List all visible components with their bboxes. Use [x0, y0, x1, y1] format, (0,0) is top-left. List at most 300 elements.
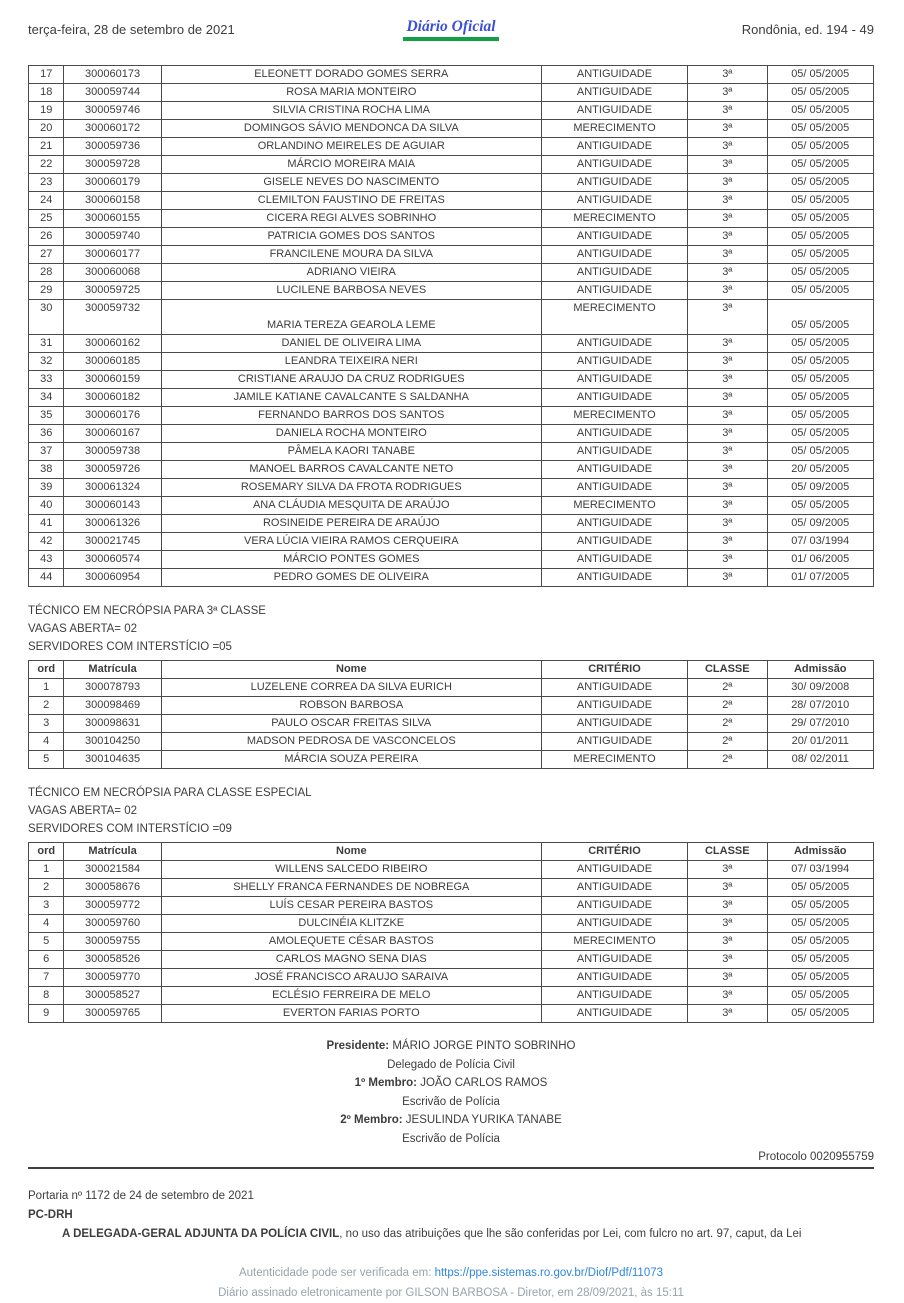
portaria-title: Portaria nº 1172 de 24 de setembro de 2021	[28, 1190, 254, 1202]
col-header-classe: CLASSE	[688, 661, 767, 679]
table-row	[29, 84, 874, 102]
authenticity-line	[28, 1263, 874, 1283]
cell: 37	[29, 443, 64, 461]
cell: MÁRCIA SOUZA PEREIRA	[161, 751, 541, 769]
cell: 300060173	[64, 66, 161, 84]
cell: 300059738	[64, 443, 161, 461]
header-edition: Rondônia, ed. 194 - 49	[741, 22, 874, 37]
cell: ROSINEIDE PEREIRA DE ARAÚJO	[161, 515, 541, 533]
cell: 3ª	[688, 425, 767, 443]
cell: ANTIGUIDADE	[541, 425, 687, 443]
signature-line-cargo	[28, 1093, 874, 1112]
cell: 300059732	[64, 300, 161, 335]
section-vagas: VAGAS ABERTA= 02	[28, 623, 137, 635]
cell: 42	[29, 533, 64, 551]
cell: 300098469	[64, 697, 161, 715]
cell: 6	[29, 951, 64, 969]
table-row	[29, 282, 874, 300]
cell: 2	[29, 697, 64, 715]
cell: 300060182	[64, 389, 161, 407]
table-row	[29, 533, 874, 551]
cell: 3ª	[688, 138, 767, 156]
cell: ANTIGUIDADE	[541, 389, 687, 407]
cell: 40	[29, 497, 64, 515]
cell: 25	[29, 210, 64, 228]
cell: MERECIMENTO	[541, 120, 687, 138]
table-header-row	[29, 661, 874, 679]
gazette-logo	[403, 18, 498, 35]
cell: SHELLY FRANCA FERNANDES DE NOBREGA	[161, 879, 541, 897]
table-row	[29, 138, 874, 156]
signed-line: Diário assinado eletronicamente por GILSON BARBOSA - Diretor, em 28/09/2021, às 15:11	[218, 1287, 684, 1299]
cell: 3ª	[688, 335, 767, 353]
cell: ANTIGUIDADE	[541, 138, 687, 156]
table-row	[29, 300, 874, 335]
portaria-section	[28, 1190, 874, 1240]
cell: 05/ 05/2005	[767, 425, 874, 443]
cell: 300060179	[64, 174, 161, 192]
cell: SILVIA CRISTINA ROCHA LIMA	[161, 102, 541, 120]
cell: 19	[29, 102, 64, 120]
cell: 300059736	[64, 138, 161, 156]
cell: DANIELA ROCHA MONTEIRO	[161, 425, 541, 443]
cell: 300060158	[64, 192, 161, 210]
signature-title: Delegado de Polícia Civil	[387, 1058, 515, 1071]
table-row	[29, 551, 874, 569]
table-row	[29, 733, 874, 751]
cell: 3ª	[688, 371, 767, 389]
cell: 300060574	[64, 551, 161, 569]
cell: 5	[29, 751, 64, 769]
cell: 26	[29, 228, 64, 246]
table-row	[29, 192, 874, 210]
cell: 05/ 05/2005	[767, 300, 874, 335]
table-row	[29, 697, 874, 715]
cell: 29	[29, 282, 64, 300]
cell: 3ª	[688, 228, 767, 246]
cell: 3ª	[688, 353, 767, 371]
cell: 300098631	[64, 715, 161, 733]
section-intersticio: SERVIDORES COM INTERSTÍCIO =09	[28, 823, 232, 835]
cell: 3ª	[688, 897, 767, 915]
cell: 5	[29, 933, 64, 951]
cell: EVERTON FARIAS PORTO	[161, 1005, 541, 1023]
cell: 3ª	[688, 1005, 767, 1023]
cell: ROSA MARIA MONTEIRO	[161, 84, 541, 102]
cell: 43	[29, 551, 64, 569]
cell: MERECIMENTO	[541, 751, 687, 769]
table-header-row	[29, 843, 874, 861]
cell: ROBSON BARBOSA	[161, 697, 541, 715]
table-row	[29, 371, 874, 389]
cell: MERECIMENTO	[541, 300, 687, 335]
cell: ANTIGUIDADE	[541, 1005, 687, 1023]
cell: LUÍS CESAR PEREIRA BASTOS	[161, 897, 541, 915]
cell: DOMINGOS SÁVIO MENDONCA DA SILVA	[161, 120, 541, 138]
cell: 300061324	[64, 479, 161, 497]
roster-table	[28, 65, 874, 587]
table-row	[29, 335, 874, 353]
cell: ANTIGUIDADE	[541, 951, 687, 969]
authenticity-link[interactable]: https://ppe.sistemas.ro.gov.br/Diof/Pdf/11073	[434, 1267, 664, 1279]
cell: 300060176	[64, 407, 161, 425]
cell: 3ª	[688, 264, 767, 282]
cell: CRISTIANE ARAUJO DA CRUZ RODRIGUES	[161, 371, 541, 389]
cell: 3ª	[688, 156, 767, 174]
cell: 08/ 02/2011	[767, 751, 874, 769]
cell: 300059728	[64, 156, 161, 174]
cell: 05/ 05/2005	[767, 897, 874, 915]
section-especial-heading	[28, 784, 874, 838]
cell: 28/ 07/2010	[767, 697, 874, 715]
table-row	[29, 751, 874, 769]
cell: DANIEL DE OLIVEIRA LIMA	[161, 335, 541, 353]
cell: 300104250	[64, 733, 161, 751]
table-row	[29, 897, 874, 915]
special-table	[28, 842, 874, 1023]
cell: 8	[29, 987, 64, 1005]
cell: 300060068	[64, 264, 161, 282]
cell: VERA LÚCIA VIEIRA RAMOS CERQUEIRA	[161, 533, 541, 551]
cell: FRANCILENE MOURA DA SILVA	[161, 246, 541, 264]
cell: 3ª	[688, 879, 767, 897]
cell: ANTIGUIDADE	[541, 987, 687, 1005]
table-row	[29, 569, 874, 587]
cell: WILLENS SALCEDO RIBEIRO	[161, 861, 541, 879]
portaria-body	[28, 1228, 874, 1240]
cell: ANTIGUIDADE	[541, 246, 687, 264]
cell: 05/ 05/2005	[767, 264, 874, 282]
cell: 20/ 05/2005	[767, 461, 874, 479]
cell: JAMILE KATIANE CAVALCANTE S SALDANHA	[161, 389, 541, 407]
cell: 3ª	[688, 861, 767, 879]
col-header-admissao: Admissão	[767, 843, 874, 861]
cell: 300060167	[64, 425, 161, 443]
cell: 1	[29, 679, 64, 697]
cell: 300059770	[64, 969, 161, 987]
cell: 300021745	[64, 533, 161, 551]
cell: ELEONETT DORADO GOMES SERRA	[161, 66, 541, 84]
cell: 3	[29, 897, 64, 915]
cell: 2ª	[688, 715, 767, 733]
cell: 3ª	[688, 282, 767, 300]
cell: MERECIMENTO	[541, 407, 687, 425]
cell: ANTIGUIDADE	[541, 879, 687, 897]
table-row	[29, 407, 874, 425]
cell: 34	[29, 389, 64, 407]
table-row	[29, 679, 874, 697]
signature-line-membro2	[28, 1111, 874, 1130]
cell: 05/ 09/2005	[767, 479, 874, 497]
cell: 24	[29, 192, 64, 210]
table-row	[29, 389, 874, 407]
cell: 07/ 03/1994	[767, 533, 874, 551]
cell: 300060143	[64, 497, 161, 515]
cell: CICERA REGI ALVES SOBRINHO	[161, 210, 541, 228]
cell: ANTIGUIDADE	[541, 679, 687, 697]
cell: 2ª	[688, 679, 767, 697]
table-row	[29, 497, 874, 515]
cell: ANTIGUIDADE	[541, 461, 687, 479]
cell: MERECIMENTO	[541, 497, 687, 515]
cell: ECLÉSIO FERREIRA DE MELO	[161, 987, 541, 1005]
cell: LUCILENE BARBOSA NEVES	[161, 282, 541, 300]
cell: 05/ 05/2005	[767, 102, 874, 120]
cell: 300059740	[64, 228, 161, 246]
cell: 3ª	[688, 102, 767, 120]
cell: 3ª	[688, 497, 767, 515]
authenticity-label: Autenticidade pode ser verificada em:	[238, 1267, 435, 1279]
table-row	[29, 156, 874, 174]
table-row	[29, 228, 874, 246]
col-header-nome: Nome	[161, 843, 541, 861]
cell: 3ª	[688, 443, 767, 461]
cell: ANTIGUIDADE	[541, 915, 687, 933]
signature-role-label: Presidente:	[326, 1040, 390, 1052]
cell: 3ª	[688, 300, 767, 335]
table-row	[29, 951, 874, 969]
cell: 05/ 05/2005	[767, 156, 874, 174]
cell: 300059760	[64, 915, 161, 933]
cell: MÁRCIO PONTES GOMES	[161, 551, 541, 569]
col-header-ord: ord	[29, 843, 64, 861]
cell: 05/ 05/2005	[767, 192, 874, 210]
table-row	[29, 120, 874, 138]
cell: ANTIGUIDADE	[541, 192, 687, 210]
table-row	[29, 879, 874, 897]
cell: 3ª	[688, 120, 767, 138]
cell: 3ª	[688, 210, 767, 228]
cell: 27	[29, 246, 64, 264]
table-row	[29, 246, 874, 264]
col-header-criterio: CRITÉRIO	[541, 843, 687, 861]
section-vagas: VAGAS ABERTA= 02	[28, 805, 137, 817]
section-title: TÉCNICO EM NECRÓPSIA PARA CLASSE ESPECIAL	[28, 787, 312, 799]
cell: ANTIGUIDADE	[541, 897, 687, 915]
cell: 300060155	[64, 210, 161, 228]
cell: 05/ 05/2005	[767, 84, 874, 102]
table-row	[29, 443, 874, 461]
table-row	[29, 479, 874, 497]
col-header-nome: Nome	[161, 661, 541, 679]
table-row	[29, 174, 874, 192]
cell: 18	[29, 84, 64, 102]
cell: 23	[29, 174, 64, 192]
cell: ANTIGUIDADE	[541, 551, 687, 569]
cell: 3ª	[688, 915, 767, 933]
cell: 05/ 05/2005	[767, 66, 874, 84]
separator-line	[28, 1167, 874, 1169]
cell: ANTIGUIDADE	[541, 353, 687, 371]
cell: 3ª	[688, 951, 767, 969]
cell: FERNANDO BARROS DOS SANTOS	[161, 407, 541, 425]
cell: MERECIMENTO	[541, 933, 687, 951]
cell: 300104635	[64, 751, 161, 769]
portaria-body-text: , no uso das atribuições que lhe são conferidas por Lei, com fulcro no art. 97, caput, da Lei	[339, 1228, 802, 1240]
cell: 17	[29, 66, 64, 84]
signature-line-presidente	[28, 1037, 874, 1056]
page-footer	[28, 1263, 874, 1303]
cell: 05/ 05/2005	[767, 407, 874, 425]
cell: ANTIGUIDADE	[541, 969, 687, 987]
cell: 300060177	[64, 246, 161, 264]
table-row	[29, 861, 874, 879]
cell: 44	[29, 569, 64, 587]
cell: GISELE NEVES DO NASCIMENTO	[161, 174, 541, 192]
section-intersticio: SERVIDORES COM INTERSTÍCIO =05	[28, 641, 232, 653]
cell: 3ª	[688, 987, 767, 1005]
cell: AMOLEQUETE CÉSAR BASTOS	[161, 933, 541, 951]
cell: 300021584	[64, 861, 161, 879]
table-row	[29, 102, 874, 120]
cell: CLEMILTON FAUSTINO DE FREITAS	[161, 192, 541, 210]
cell: ANTIGUIDADE	[541, 569, 687, 587]
cell: 3ª	[688, 933, 767, 951]
table-row	[29, 515, 874, 533]
cell: 3ª	[688, 461, 767, 479]
table-row	[29, 210, 874, 228]
signature-role-label: 1º Membro:	[354, 1077, 417, 1089]
cell: 01/ 07/2005	[767, 569, 874, 587]
cell: 300060954	[64, 569, 161, 587]
col-header-classe: CLASSE	[688, 843, 767, 861]
cell: ANTIGUIDADE	[541, 102, 687, 120]
cell: 20	[29, 120, 64, 138]
cell: ANTIGUIDADE	[541, 264, 687, 282]
cell: 36	[29, 425, 64, 443]
cell: ANTIGUIDADE	[541, 228, 687, 246]
cell: MANOEL BARROS CAVALCANTE NETO	[161, 461, 541, 479]
cell: 05/ 05/2005	[767, 879, 874, 897]
cell: 41	[29, 515, 64, 533]
cell: 3ª	[688, 389, 767, 407]
roster-table-body	[29, 66, 874, 587]
cell: 38	[29, 461, 64, 479]
cell: ANTIGUIDADE	[541, 697, 687, 715]
cell: MÁRCIO MOREIRA MAIA	[161, 156, 541, 174]
cell: 05/ 05/2005	[767, 497, 874, 515]
cell: 300059772	[64, 897, 161, 915]
cell: JOSÉ FRANCISCO ARAUJO SARAIVA	[161, 969, 541, 987]
cell: 3ª	[688, 533, 767, 551]
cell: 05/ 05/2005	[767, 353, 874, 371]
cell: 05/ 09/2005	[767, 515, 874, 533]
cell: 3ª	[688, 969, 767, 987]
signature-role-label: 2º Membro:	[340, 1114, 403, 1126]
table-row	[29, 353, 874, 371]
signature-name: MÁRIO JORGE PINTO SOBRINHO	[389, 1040, 576, 1052]
signature-title: Escrivão de Polícia	[402, 1132, 500, 1145]
cell: 05/ 05/2005	[767, 371, 874, 389]
cell: 22	[29, 156, 64, 174]
cell: 2ª	[688, 733, 767, 751]
cell: 9	[29, 1005, 64, 1023]
cell: ANTIGUIDADE	[541, 156, 687, 174]
signature-title: Escrivão de Polícia	[402, 1095, 500, 1108]
cell: PÂMELA KAORI TANABE	[161, 443, 541, 461]
cell: 300059744	[64, 84, 161, 102]
cell: 3ª	[688, 569, 767, 587]
cell: 05/ 05/2005	[767, 246, 874, 264]
cell: 300059726	[64, 461, 161, 479]
cell: 1	[29, 861, 64, 879]
cell: ANTIGUIDADE	[541, 66, 687, 84]
signature-name: JOÃO CARLOS RAMOS	[417, 1077, 548, 1089]
cell: 300060185	[64, 353, 161, 371]
cell: 2ª	[688, 751, 767, 769]
cell: 300060162	[64, 335, 161, 353]
cell: 05/ 05/2005	[767, 282, 874, 300]
cell: 4	[29, 733, 64, 751]
cell: CARLOS MAGNO SENA DIAS	[161, 951, 541, 969]
cell: 05/ 05/2005	[767, 987, 874, 1005]
cell: 3ª	[688, 174, 767, 192]
cell: 300059755	[64, 933, 161, 951]
cell: 30/ 09/2008	[767, 679, 874, 697]
page-header	[28, 18, 874, 50]
table-row	[29, 264, 874, 282]
section-class3-heading	[28, 602, 874, 656]
cell: 05/ 05/2005	[767, 174, 874, 192]
cell: 05/ 05/2005	[767, 389, 874, 407]
cell: 2	[29, 879, 64, 897]
cell: MERECIMENTO	[541, 210, 687, 228]
cell: DULCINÉIA KLITZKE	[161, 915, 541, 933]
class3-table	[28, 660, 874, 769]
table-row	[29, 933, 874, 951]
cell: 3ª	[688, 84, 767, 102]
signature-line-cargo	[28, 1056, 874, 1075]
cell: ANTIGUIDADE	[541, 733, 687, 751]
section-title: TÉCNICO EM NECRÓPSIA PARA 3ª CLASSE	[28, 605, 266, 617]
cell: ANTIGUIDADE	[541, 443, 687, 461]
cell: 3ª	[688, 246, 767, 264]
cell: 05/ 05/2005	[767, 228, 874, 246]
cell: 21	[29, 138, 64, 156]
class3-table-body	[29, 679, 874, 769]
cell: 32	[29, 353, 64, 371]
col-header-matricula: Matrícula	[64, 843, 161, 861]
col-header-matricula: Matrícula	[64, 661, 161, 679]
cell: ROSEMARY SILVA DA FROTA RODRIGUES	[161, 479, 541, 497]
cell: 300058676	[64, 879, 161, 897]
cell: 35	[29, 407, 64, 425]
cell: 28	[29, 264, 64, 282]
cell: 05/ 05/2005	[767, 138, 874, 156]
cell: ADRIANO VIEIRA	[161, 264, 541, 282]
cell: 3	[29, 715, 64, 733]
signature-name: JESULINDA YURIKA TANABE	[402, 1114, 562, 1126]
table-row	[29, 425, 874, 443]
cell: ANA CLÁUDIA MESQUITA DE ARAÚJO	[161, 497, 541, 515]
cell: 07/ 03/1994	[767, 861, 874, 879]
cell: PATRICIA GOMES DOS SANTOS	[161, 228, 541, 246]
table-row	[29, 915, 874, 933]
cell: 33	[29, 371, 64, 389]
portaria-authority: A DELEGADA-GERAL ADJUNTA DA POLÍCIA CIVIL	[62, 1228, 340, 1240]
cell: 3ª	[688, 551, 767, 569]
table-row	[29, 987, 874, 1005]
cell: 05/ 05/2005	[767, 120, 874, 138]
cell: ANTIGUIDADE	[541, 371, 687, 389]
gazette-logo-text: Diário Oficial	[403, 18, 498, 41]
cell: 05/ 05/2005	[767, 210, 874, 228]
cell: 01/ 06/2005	[767, 551, 874, 569]
cell: ANTIGUIDADE	[541, 479, 687, 497]
cell: 300060159	[64, 371, 161, 389]
cell: 300059746	[64, 102, 161, 120]
cell: 7	[29, 969, 64, 987]
